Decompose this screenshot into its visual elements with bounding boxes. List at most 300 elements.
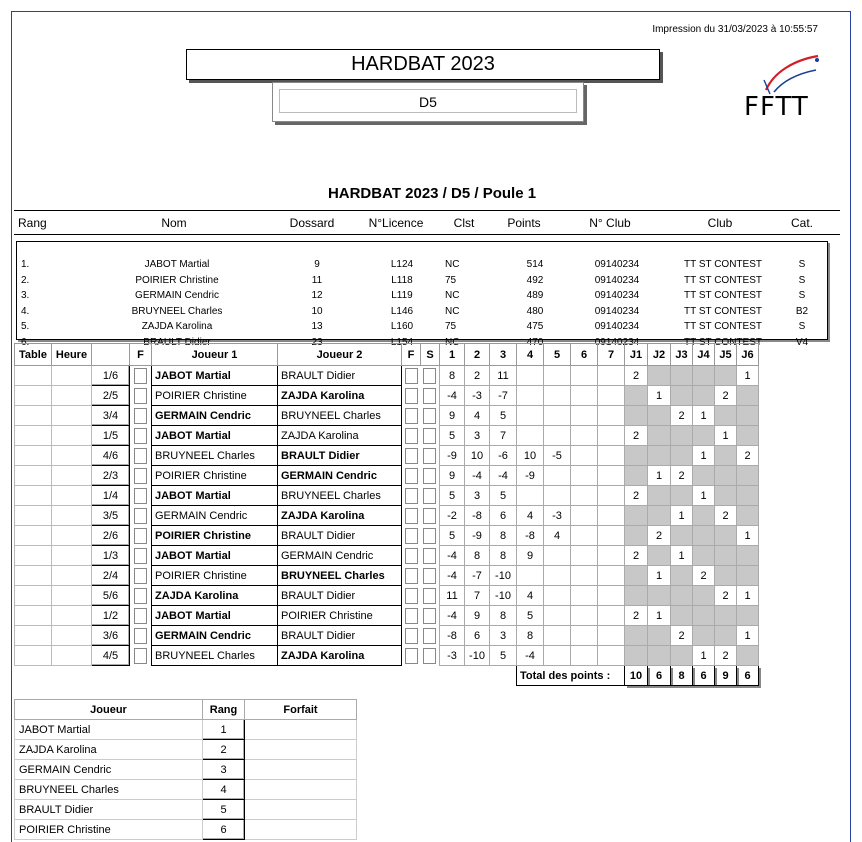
player-nom: JABOT Martial <box>144 259 210 270</box>
col-f2: F <box>402 344 421 366</box>
total-points: 6 <box>648 666 671 686</box>
heure-cell[interactable] <box>52 486 92 506</box>
status-checkbox[interactable] <box>423 608 436 624</box>
player-points-cell: 2 <box>648 526 671 546</box>
match-row <box>15 546 759 566</box>
heure-cell[interactable] <box>52 506 92 526</box>
table-cell[interactable] <box>15 406 52 426</box>
total-points: 8 <box>671 666 693 686</box>
status-cell <box>421 606 440 626</box>
forfeit2-checkbox[interactable] <box>405 508 418 524</box>
ranking-player: ZAJDA Karolina <box>15 740 203 760</box>
ranking-forfait[interactable] <box>245 820 357 840</box>
status-checkbox[interactable] <box>423 628 436 644</box>
ranking-row <box>15 720 357 740</box>
status-checkbox[interactable] <box>423 588 436 604</box>
player-points-cell <box>625 586 648 606</box>
status-cell <box>421 646 440 666</box>
player-points-cell <box>715 606 737 626</box>
table-cell[interactable] <box>15 446 52 466</box>
player-points-cell <box>648 426 671 446</box>
player-club: TT ST CONTEST <box>684 336 762 348</box>
set-score <box>571 446 598 466</box>
forfeit-checkbox[interactable] <box>134 508 147 524</box>
set-score: -10 <box>465 646 490 666</box>
set-score: -7 <box>465 566 490 586</box>
player1-name: JABOT Martial <box>152 546 278 566</box>
ranking-forfait[interactable] <box>245 740 357 760</box>
player-points-cell <box>715 626 737 646</box>
player-club: TT ST CONTEST <box>684 274 762 286</box>
player-points-cell: 2 <box>625 486 648 506</box>
player-points-cell <box>625 626 648 646</box>
set-score <box>598 466 625 486</box>
ranking-forfait[interactable] <box>245 800 357 820</box>
ranking-player: BRAULT Didier <box>15 800 203 820</box>
set-score <box>544 626 571 646</box>
match-order: 1/3 <box>92 546 130 566</box>
set-score <box>598 486 625 506</box>
forfeit2-cell <box>402 486 421 506</box>
ranking-forfait[interactable] <box>245 760 357 780</box>
player-points-cell <box>648 486 671 506</box>
status-cell <box>421 446 440 466</box>
player-points-cell <box>648 366 671 386</box>
table-cell[interactable] <box>15 586 52 606</box>
forfeit-checkbox[interactable] <box>134 648 147 664</box>
forfeit2-checkbox[interactable] <box>405 388 418 404</box>
set-score <box>598 546 625 566</box>
forfeit2-checkbox[interactable] <box>405 528 418 544</box>
player-points: 475 <box>526 321 544 332</box>
forfeit2-checkbox[interactable] <box>405 568 418 584</box>
ranking-row <box>15 780 357 800</box>
status-cell <box>421 426 440 446</box>
match-row <box>15 426 759 446</box>
set-score: 9 <box>440 406 465 426</box>
set-score <box>544 426 571 446</box>
total-row <box>15 666 759 686</box>
set-score: 9 <box>517 546 544 566</box>
ranking-forfait[interactable] <box>245 720 357 740</box>
player-clst: 75 <box>445 321 457 332</box>
player1-name: JABOT Martial <box>152 486 278 506</box>
col-j4: J4 <box>693 344 715 366</box>
forfeit2-checkbox[interactable] <box>405 428 418 444</box>
player-dossard: 10 <box>311 305 323 317</box>
set-score <box>544 406 571 426</box>
forfeit2-checkbox[interactable] <box>405 588 418 604</box>
player-points-cell <box>648 446 671 466</box>
set-score: 8 <box>490 546 517 566</box>
set-score <box>517 566 544 586</box>
set-score: -8 <box>440 626 465 646</box>
player-points-cell: 1 <box>648 566 671 586</box>
forfeit2-checkbox[interactable] <box>405 468 418 484</box>
player-points-cell <box>625 406 648 426</box>
player-points-cell <box>737 406 759 426</box>
status-cell <box>421 466 440 486</box>
forfeit-checkbox[interactable] <box>134 428 147 444</box>
col-table: Table <box>15 344 52 366</box>
player-points-cell <box>648 626 671 646</box>
set-score <box>571 366 598 386</box>
forfeit-cell <box>130 366 152 386</box>
player-points-cell <box>693 586 715 606</box>
player-points-cell: 2 <box>625 366 648 386</box>
set-score: -10 <box>490 566 517 586</box>
heure-cell[interactable] <box>52 526 92 546</box>
player-cat: B2 <box>795 305 809 317</box>
status-checkbox[interactable] <box>423 488 436 504</box>
player2-name: BRUYNEEL Charles <box>278 406 402 426</box>
heure-cell[interactable] <box>52 386 92 406</box>
set-score: 7 <box>465 586 490 606</box>
col-order <box>92 344 130 366</box>
player-points-cell <box>671 426 693 446</box>
col-set-7: 7 <box>598 344 625 366</box>
status-cell <box>421 486 440 506</box>
match-order: 3/4 <box>92 406 130 426</box>
set-score: -5 <box>544 446 571 466</box>
player-points-cell <box>671 366 693 386</box>
player-points-cell: 1 <box>693 486 715 506</box>
match-order: 2/4 <box>92 566 130 586</box>
forfeit2-checkbox[interactable] <box>405 368 418 384</box>
set-score <box>571 566 598 586</box>
player-points-cell: 1 <box>671 546 693 566</box>
player1-name: BRUYNEEL Charles <box>152 446 278 466</box>
set-score <box>517 486 544 506</box>
ranking-table <box>14 699 357 840</box>
heure-cell[interactable] <box>52 406 92 426</box>
player-club: TT ST CONTEST <box>684 259 762 270</box>
player-list-header <box>14 210 840 235</box>
player-points: 480 <box>526 305 544 317</box>
match-order: 1/2 <box>92 606 130 626</box>
table-cell[interactable] <box>15 386 52 406</box>
table-cell[interactable] <box>15 366 52 386</box>
forfeit2-cell <box>402 386 421 406</box>
forfeit-checkbox[interactable] <box>134 448 147 464</box>
player-row <box>17 275 827 290</box>
player-points-cell <box>737 646 759 666</box>
table-cell[interactable] <box>15 486 52 506</box>
player-points-cell: 2 <box>671 466 693 486</box>
status-checkbox[interactable] <box>423 528 436 544</box>
player1-name: GERMAIN Cendric <box>152 506 278 526</box>
player-points-cell <box>737 466 759 486</box>
heure-cell[interactable] <box>52 546 92 566</box>
table-cell[interactable] <box>15 626 52 646</box>
set-score: 2 <box>465 366 490 386</box>
player-points-cell <box>715 546 737 566</box>
forfeit2-checkbox[interactable] <box>405 408 418 424</box>
player-points-cell <box>737 426 759 446</box>
col-set-2: 2 <box>465 344 490 366</box>
forfeit2-checkbox[interactable] <box>405 488 418 504</box>
status-checkbox[interactable] <box>423 368 436 384</box>
player-nom: BRAULT Didier <box>143 336 211 348</box>
player-rang: 3. <box>21 290 30 301</box>
set-score <box>517 426 544 446</box>
set-score <box>598 506 625 526</box>
set-score <box>517 386 544 406</box>
heure-cell[interactable] <box>52 586 92 606</box>
heure-cell[interactable] <box>52 606 92 626</box>
ranking-header-row <box>15 700 357 720</box>
player2-name: ZAJDA Karolina <box>278 646 402 666</box>
status-cell <box>421 526 440 546</box>
ranking-player: GERMAIN Cendric <box>15 760 203 780</box>
set-score: -3 <box>440 646 465 666</box>
player-points-cell: 1 <box>737 366 759 386</box>
player-points-cell <box>737 506 759 526</box>
status-checkbox[interactable] <box>423 448 436 464</box>
table-cell[interactable] <box>15 526 52 546</box>
player-points-cell <box>625 446 648 466</box>
heure-cell[interactable] <box>52 626 92 646</box>
poule-title: HARDBAT 2023 / D5 / Poule 1 <box>327 185 537 202</box>
set-score: -4 <box>440 386 465 406</box>
player-list <box>16 241 828 348</box>
total-points: 6 <box>737 666 759 686</box>
player1-name: JABOT Martial <box>152 606 278 626</box>
player-club-num: 09140234 <box>594 321 640 332</box>
match-header-row <box>15 344 759 366</box>
player2-name: POIRIER Christine <box>278 606 402 626</box>
header-nom: Nom <box>161 216 187 230</box>
forfeit-checkbox[interactable] <box>134 588 147 604</box>
heure-cell[interactable] <box>52 366 92 386</box>
player-club-num: 09140234 <box>594 336 640 348</box>
set-score <box>517 406 544 426</box>
set-score <box>517 366 544 386</box>
col-j5: J5 <box>715 344 737 366</box>
match-row <box>15 406 759 426</box>
set-score: 11 <box>440 586 465 606</box>
status-checkbox[interactable] <box>423 428 436 444</box>
player-rang: 6. <box>21 336 30 348</box>
forfeit-checkbox[interactable] <box>134 488 147 504</box>
match-row <box>15 366 759 386</box>
forfeit-checkbox[interactable] <box>134 628 147 644</box>
player-points-cell <box>693 526 715 546</box>
set-score: 3 <box>465 486 490 506</box>
player-cat: S <box>798 274 806 286</box>
table-cell[interactable] <box>15 606 52 626</box>
forfeit2-cell <box>402 366 421 386</box>
set-score <box>598 386 625 406</box>
heure-cell[interactable] <box>52 426 92 446</box>
match-row <box>15 446 759 466</box>
player-points-cell <box>693 386 715 406</box>
set-score: -6 <box>490 446 517 466</box>
player2-name: GERMAIN Cendric <box>278 546 402 566</box>
status-cell <box>421 546 440 566</box>
forfeit2-cell <box>402 626 421 646</box>
division-label: D5 <box>279 89 577 113</box>
player-points-cell <box>693 366 715 386</box>
match-row <box>15 626 759 646</box>
player-rang: 5. <box>21 321 30 332</box>
forfeit2-cell <box>402 606 421 626</box>
set-score <box>598 446 625 466</box>
player-points-cell: 1 <box>715 426 737 446</box>
forfeit-checkbox[interactable] <box>134 388 147 404</box>
player-points-cell: 2 <box>715 386 737 406</box>
forfeit2-cell <box>402 546 421 566</box>
set-score <box>544 586 571 606</box>
match-row <box>15 606 759 626</box>
forfeit-checkbox[interactable] <box>134 548 147 564</box>
player-club-num: 09140234 <box>594 290 640 301</box>
set-score: 7 <box>490 426 517 446</box>
set-score <box>598 626 625 646</box>
forfeit-checkbox[interactable] <box>134 608 147 624</box>
set-score: 5 <box>517 606 544 626</box>
set-score <box>544 566 571 586</box>
player-points-cell <box>737 606 759 626</box>
heure-cell[interactable] <box>52 646 92 666</box>
set-score: -4 <box>440 606 465 626</box>
player2-name: ZAJDA Karolina <box>278 386 402 406</box>
total-spacer <box>15 666 517 686</box>
forfeit-cell <box>130 526 152 546</box>
player-points-cell: 1 <box>648 466 671 486</box>
player-points-cell: 2 <box>737 446 759 466</box>
forfeit-checkbox[interactable] <box>134 408 147 424</box>
forfeit-checkbox[interactable] <box>134 368 147 384</box>
col-j3: J3 <box>671 344 693 366</box>
player-rang: 4. <box>21 305 30 317</box>
player-points-cell: 1 <box>671 506 693 526</box>
heure-cell[interactable] <box>52 446 92 466</box>
forfeit2-cell <box>402 466 421 486</box>
player-clst: 75 <box>445 274 457 286</box>
col-f: F <box>130 344 152 366</box>
table-cell[interactable] <box>15 646 52 666</box>
forfeit-checkbox[interactable] <box>134 568 147 584</box>
set-score: -3 <box>544 506 571 526</box>
table-cell[interactable] <box>15 546 52 566</box>
forfeit2-cell <box>402 566 421 586</box>
set-score: 5 <box>440 526 465 546</box>
player-points-cell <box>671 586 693 606</box>
set-score: 8 <box>517 626 544 646</box>
ranking-rank: 6 <box>203 820 245 840</box>
total-points: 9 <box>715 666 737 686</box>
player-points-cell <box>625 566 648 586</box>
forfeit-cell <box>130 406 152 426</box>
status-checkbox[interactable] <box>423 548 436 564</box>
status-checkbox[interactable] <box>423 508 436 524</box>
forfeit-checkbox[interactable] <box>134 528 147 544</box>
player-points-cell <box>693 626 715 646</box>
player2-name: BRUYNEEL Charles <box>278 486 402 506</box>
ranking-row <box>15 800 357 820</box>
player-points-cell: 1 <box>693 646 715 666</box>
set-score: 8 <box>440 366 465 386</box>
match-table <box>14 343 759 686</box>
forfeit2-checkbox[interactable] <box>405 628 418 644</box>
match-row <box>15 466 759 486</box>
set-score: 5 <box>490 406 517 426</box>
table-cell[interactable] <box>15 566 52 586</box>
player-dossard: 13 <box>311 321 323 332</box>
status-checkbox[interactable] <box>423 468 436 484</box>
player-points: 470 <box>526 336 544 348</box>
player-licence: L124 <box>390 259 414 270</box>
player-points-cell <box>625 506 648 526</box>
status-checkbox[interactable] <box>423 408 436 424</box>
player-nom: POIRIER Christine <box>135 274 219 286</box>
status-cell <box>421 566 440 586</box>
status-cell <box>421 406 440 426</box>
set-score: -9 <box>440 446 465 466</box>
player1-name: JABOT Martial <box>152 426 278 446</box>
heure-cell[interactable] <box>52 466 92 486</box>
player-points-cell <box>625 646 648 666</box>
col-heure: Heure <box>52 344 92 366</box>
status-checkbox[interactable] <box>423 388 436 404</box>
col-j6: J6 <box>737 344 759 366</box>
player-cat: V4 <box>795 336 809 348</box>
set-score <box>598 586 625 606</box>
match-order: 5/6 <box>92 586 130 606</box>
set-score: 8 <box>490 606 517 626</box>
forfeit-cell <box>130 506 152 526</box>
table-cell[interactable] <box>15 466 52 486</box>
player-points-cell <box>693 506 715 526</box>
set-score <box>598 366 625 386</box>
status-checkbox[interactable] <box>423 648 436 664</box>
forfeit2-checkbox[interactable] <box>405 648 418 664</box>
player-cat: S <box>798 290 806 301</box>
set-score: -4 <box>440 546 465 566</box>
player-points-cell <box>715 466 737 486</box>
player1-name: GERMAIN Cendric <box>152 406 278 426</box>
player-points-cell: 1 <box>737 526 759 546</box>
player-points-cell: 2 <box>625 606 648 626</box>
ranking-forfait[interactable] <box>245 780 357 800</box>
status-cell <box>421 626 440 646</box>
table-cell[interactable] <box>15 426 52 446</box>
col-s: S <box>421 344 440 366</box>
player-points-cell <box>715 406 737 426</box>
heure-cell[interactable] <box>52 566 92 586</box>
forfeit2-checkbox[interactable] <box>405 608 418 624</box>
forfeit2-checkbox[interactable] <box>405 548 418 564</box>
total-label: Total des points : <box>517 666 625 686</box>
ranking-rank: 4 <box>203 780 245 800</box>
player-points-cell: 2 <box>715 646 737 666</box>
player2-name: BRAULT Didier <box>278 626 402 646</box>
set-score: 5 <box>490 646 517 666</box>
forfeit-cell <box>130 586 152 606</box>
table-cell[interactable] <box>15 506 52 526</box>
forfeit-cell <box>130 486 152 506</box>
match-order: 2/5 <box>92 386 130 406</box>
match-row <box>15 526 759 546</box>
forfeit2-checkbox[interactable] <box>405 448 418 464</box>
print-date: Impression du 31/03/2023 à 10:55:57 <box>652 24 818 35</box>
forfeit-cell <box>130 446 152 466</box>
player-points-cell <box>648 406 671 426</box>
forfeit-checkbox[interactable] <box>134 468 147 484</box>
player-points: 514 <box>526 259 544 270</box>
status-checkbox[interactable] <box>423 568 436 584</box>
